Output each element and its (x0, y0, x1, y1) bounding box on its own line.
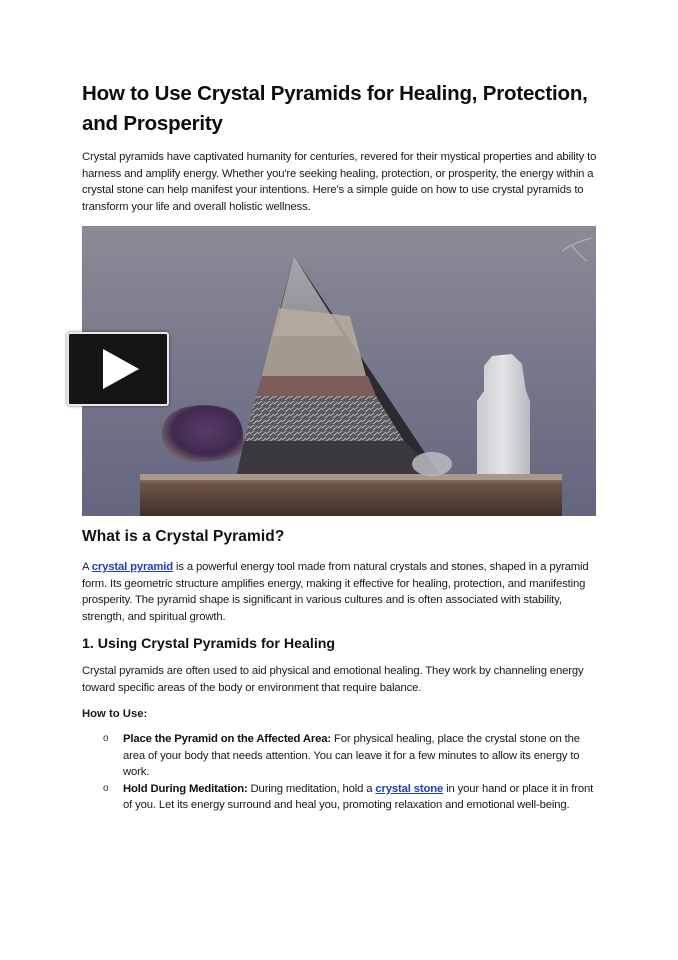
heading-what-is-crystal-pyramid: What is a Crystal Pyramid? (82, 528, 285, 545)
step-text: For physical healing, place the crystal stone on the area of your body that needs attention. You can leave it for a few minutes to allow its energy to work. (123, 733, 580, 779)
step-title: Place the Pyramid on the Affected Area: (123, 733, 332, 745)
page-title: How to Use Crystal Pyramids for Healing, Protection, and Prosperity (82, 82, 588, 135)
step-title: Hold During Meditation: (123, 782, 248, 795)
circle-bullet-icon: o (103, 782, 109, 794)
intro-paragraph: Crystal pyramids have captivated humanity for centuries, revered for their mystical properties and ability to harness and amplify energy. Whether you're seeking healing, protection, or prosperity, the energy within a crystal stone can help manifest your intentions. Here's a simple guide on how to use crystal pyramids to transform your life and overall holistic wellness. (82, 151, 597, 213)
text: A (82, 561, 92, 573)
text: is a powerful energy tool made from natural crystals and stones, shaped in a pyramid form. Its geometric structure amplifies energy, making it effective for healing, protection, and manifesting prosperity. The pyramid shape is significant in various cultures and is often associated with stability, strength, and spiritual growth. (82, 561, 589, 623)
crystal-pyramid-link[interactable]: crystal pyramid (91, 561, 174, 573)
step-text: During meditation, hold a (247, 782, 376, 795)
healing-steps-list (82, 731, 598, 814)
list-item (82, 731, 598, 781)
how-to-use-label: How to Use: (82, 708, 148, 720)
step-text: in your hand or place it in front of you. Let its energy surround and heal you, promoting relaxation and emotional well-being. (123, 782, 594, 812)
list-item (82, 781, 598, 814)
healing-paragraph: Crystal pyramids are often used to aid physical and emotional healing. They work by channeling energy toward specific areas of the body or environment that require balance. (82, 665, 584, 694)
what-is-paragraph (82, 559, 598, 625)
crystal-stone-link[interactable]: crystal stone (375, 782, 444, 795)
heading-healing: 1. Using Crystal Pyramids for Healing (82, 636, 336, 652)
play-icon (103, 349, 139, 389)
play-button[interactable] (67, 332, 169, 406)
circle-bullet-icon: o (103, 733, 109, 744)
